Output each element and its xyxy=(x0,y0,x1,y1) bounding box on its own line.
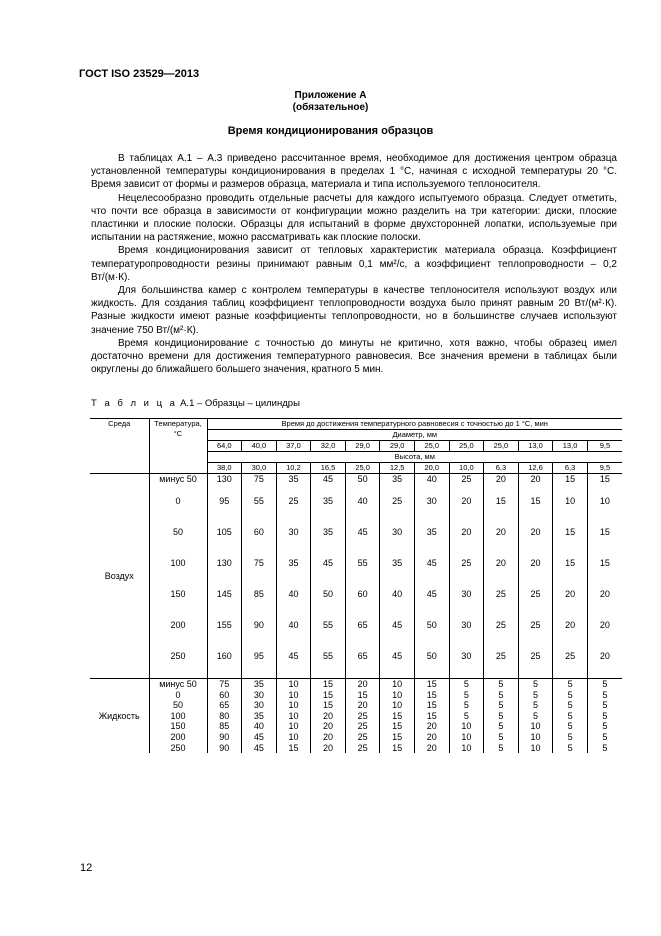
time-value: 20 xyxy=(449,496,484,527)
time-value: 15 xyxy=(311,679,346,690)
time-value: 30 xyxy=(449,589,484,620)
time-value: 35 xyxy=(380,474,415,497)
table-row xyxy=(90,527,622,558)
time-value: 30 xyxy=(242,700,277,711)
time-value: 25 xyxy=(345,743,380,754)
time-value: 40 xyxy=(242,721,277,732)
time-value: 5 xyxy=(449,679,484,690)
time-value: 155 xyxy=(216,620,232,630)
time-value: 10 xyxy=(276,721,311,732)
time-value: 15 xyxy=(380,711,415,722)
time-value: 75 xyxy=(242,558,277,589)
height-value: 6,3 xyxy=(484,463,519,474)
time-value: 25 xyxy=(484,651,519,679)
time-value: 20 xyxy=(587,651,622,679)
time-value: 35 xyxy=(276,558,311,589)
time-value: 5 xyxy=(553,700,588,711)
table-caption-prefix: Т а б л и ц а xyxy=(91,398,178,409)
time-value: 20 xyxy=(311,732,346,743)
time-value: 30 xyxy=(414,496,449,527)
time-value: 40 xyxy=(414,474,449,497)
time-value: 5 xyxy=(518,679,553,690)
time-value: 5 xyxy=(587,700,622,711)
temperature-cell: 250 xyxy=(149,743,207,754)
table-row xyxy=(90,679,622,690)
time-value: 5 xyxy=(484,732,519,743)
time-value: 65 xyxy=(345,651,380,679)
paragraph: Нецелесообразно проводить отдельные расчеты для каждого испытуемого образца. Следует отметить, что почти все образца в зависимости от конфигурации можно разделить на три категории: диски, плоские пластинки и плоские полоски. Образцы для испытаний в форме двухсторонней лопатки, используемые при испытании на растяжение, можно рассматривать как плоские полоски. xyxy=(91,192,617,244)
time-value: 35 xyxy=(276,474,311,497)
medium-cell: Воздух xyxy=(90,474,149,679)
time-value: 5 xyxy=(484,743,519,754)
height-value: 12,6 xyxy=(518,463,553,474)
time-value: 45 xyxy=(311,558,346,589)
height-value: 9,5 xyxy=(587,463,622,474)
time-value: 5 xyxy=(587,743,622,754)
time-value: 5 xyxy=(484,721,519,732)
temperature-unit: °С xyxy=(173,429,183,438)
time-value: 15 xyxy=(311,700,346,711)
time-value: 25 xyxy=(345,711,380,722)
time-value: 15 xyxy=(414,679,449,690)
temperature-label: Температура, xyxy=(154,419,202,428)
time-value: 75 xyxy=(242,474,277,497)
time-value: 50 xyxy=(345,474,380,497)
height-value: 6,3 xyxy=(553,463,588,474)
time-value: 45 xyxy=(311,474,346,497)
time-value: 105 xyxy=(216,527,232,537)
diameter-value: 13,0 xyxy=(518,441,553,452)
table-header-row xyxy=(90,419,622,430)
time-value: 20 xyxy=(484,558,519,589)
time-value: 5 xyxy=(449,700,484,711)
page-number: 12 xyxy=(80,862,93,874)
time-value: 20 xyxy=(414,743,449,754)
time-value: 55 xyxy=(311,620,346,651)
time-value: 15 xyxy=(276,743,311,754)
time-value: 145 xyxy=(216,589,232,599)
time-value: 10 xyxy=(276,679,311,690)
time-value: 25 xyxy=(518,589,553,620)
time-value: 20 xyxy=(553,589,588,620)
time-value: 30 xyxy=(380,527,415,558)
appendix-status: (обязательное) xyxy=(292,102,369,113)
time-value: 45 xyxy=(380,620,415,651)
table-caption xyxy=(91,398,300,409)
time-value: 35 xyxy=(311,527,346,558)
time-value: 10 xyxy=(518,732,553,743)
time-value: 5 xyxy=(587,732,622,743)
time-value: 15 xyxy=(518,496,553,527)
time-value: 30 xyxy=(242,690,277,701)
temperature-cell: 150 xyxy=(149,589,207,620)
paragraph: Для большинства камер с контролем температуры в качестве теплоносителя используют воздух или жидкость. Для создания таблиц коэффициент теплопроводности воздуха было принят равным 20 Вт/(м²·К). Разные жидкости имеют разные коэффициенты теплопроводности, но в большинстве случаев используют значение 750 Вт/(м²·К). xyxy=(91,285,617,336)
height-value: 12,5 xyxy=(380,463,415,474)
time-value: 60 xyxy=(345,589,380,620)
table-row xyxy=(90,558,622,589)
time-value: 15 xyxy=(380,743,415,754)
time-value: 15 xyxy=(587,558,622,589)
time-value: 130 xyxy=(216,558,232,568)
time-value: 10 xyxy=(380,690,415,701)
time-value: 5 xyxy=(553,732,588,743)
time-value: 45 xyxy=(276,651,311,679)
temperature-cell: 100 xyxy=(149,711,207,722)
height-value: 38,0 xyxy=(207,463,242,474)
diameter-label: Диаметр, мм xyxy=(207,430,622,441)
time-value: 10 xyxy=(553,496,588,527)
time-value: 20 xyxy=(345,700,380,711)
time-value: 5 xyxy=(553,679,588,690)
time-value: 65 xyxy=(219,700,230,711)
paragraph: В таблицах А.1 – А.3 приведено рассчитанное время, необходимое для достижения центром образца установленной температуры кондиционирования в пределах 1 °C, начиная с исходной температуры 20 °C. Время зависит от формы и размеров образца, материала и типа используемого теплоносителя. xyxy=(91,153,617,191)
time-value: 65 xyxy=(345,620,380,651)
time-value: 45 xyxy=(380,651,415,679)
medium-cell: Жидкость xyxy=(90,679,149,754)
time-value: 5 xyxy=(587,711,622,722)
time-value: 35 xyxy=(380,558,415,589)
temperature-cell: 150 xyxy=(149,721,207,732)
time-value: 15 xyxy=(311,690,346,701)
time-value: 15 xyxy=(414,711,449,722)
time-value: 25 xyxy=(518,651,553,679)
time-value: 20 xyxy=(311,721,346,732)
diameter-value: 64,0 xyxy=(207,441,242,452)
diameter-value: 40,0 xyxy=(242,441,277,452)
diameter-value: 25,0 xyxy=(414,441,449,452)
time-value: 40 xyxy=(345,496,380,527)
time-value: 30 xyxy=(276,527,311,558)
appendix-title: Приложение А xyxy=(294,90,367,101)
table-row xyxy=(90,620,622,651)
time-value: 10 xyxy=(587,496,622,527)
height-value: 30,0 xyxy=(242,463,277,474)
time-value: 30 xyxy=(449,651,484,679)
time-value: 35 xyxy=(311,496,346,527)
time-value: 45 xyxy=(242,732,277,743)
time-value: 20 xyxy=(484,527,519,558)
time-value: 5 xyxy=(587,679,622,690)
temperature-cell: 250 xyxy=(149,651,207,679)
time-value: 5 xyxy=(553,711,588,722)
time-value: 20 xyxy=(345,679,380,690)
time-value: 35 xyxy=(414,527,449,558)
time-value: 35 xyxy=(242,679,277,690)
time-value: 10 xyxy=(276,700,311,711)
time-value: 15 xyxy=(484,496,519,527)
time-value: 5 xyxy=(587,721,622,732)
time-value: 45 xyxy=(242,743,277,754)
time-value: 5 xyxy=(553,743,588,754)
time-value: 10 xyxy=(518,743,553,754)
temperature-cell: минус 50 xyxy=(149,474,207,497)
table-row xyxy=(90,690,622,701)
time-value: 15 xyxy=(553,527,588,558)
time-value: 50 xyxy=(311,589,346,620)
time-value: 20 xyxy=(518,474,553,497)
table-row xyxy=(90,743,622,754)
time-value: 10 xyxy=(380,700,415,711)
temperature-cell: 50 xyxy=(149,527,207,558)
temperature-cell: 200 xyxy=(149,620,207,651)
time-value: 45 xyxy=(414,558,449,589)
time-value: 10 xyxy=(449,721,484,732)
time-value: 40 xyxy=(276,589,311,620)
time-value: 5 xyxy=(518,700,553,711)
time-value: 160 xyxy=(207,651,242,679)
body-text xyxy=(91,152,617,376)
diameter-value: 29,0 xyxy=(345,441,380,452)
table-row xyxy=(90,721,622,732)
column-header-medium: Среда xyxy=(90,419,149,474)
diameter-value: 29,0 xyxy=(380,441,415,452)
time-value: 85 xyxy=(219,721,230,732)
time-value: 5 xyxy=(553,690,588,701)
time-value: 55 xyxy=(345,558,380,589)
time-value: 5 xyxy=(449,690,484,701)
time-value: 90 xyxy=(219,731,230,742)
time-value: 20 xyxy=(518,558,553,589)
table-row xyxy=(90,474,622,497)
time-value: 5 xyxy=(518,711,553,722)
time-value: 60 xyxy=(242,527,277,558)
diameter-value: 37,0 xyxy=(276,441,311,452)
diameter-value: 32,0 xyxy=(311,441,346,452)
height-value: 25,0 xyxy=(345,463,380,474)
time-value: 5 xyxy=(553,721,588,732)
temperature-cell: 200 xyxy=(149,732,207,743)
time-value: 20 xyxy=(311,711,346,722)
time-value: 5 xyxy=(484,679,519,690)
table-row xyxy=(90,711,622,722)
time-value: 40 xyxy=(380,589,415,620)
time-value: 35 xyxy=(242,711,277,722)
time-value: 25 xyxy=(518,620,553,651)
diameter-value: 9,5 xyxy=(587,441,622,452)
time-value: 20 xyxy=(449,527,484,558)
time-value: 130 xyxy=(216,474,232,484)
temperature-cell: 0 xyxy=(149,690,207,701)
time-value: 20 xyxy=(518,527,553,558)
time-value: 45 xyxy=(414,589,449,620)
paragraph: Время кондиционирование с точностью до минуты не критично, хотя важно, чтобы образец имел достаточно времени для достижения температурного равновесия. Все значения времени в таблицах были округлены до ближайшего большего значения, кратного 5 мин. xyxy=(91,337,617,376)
appendix-heading: Время кондиционирования образцов xyxy=(227,125,434,137)
table-row xyxy=(90,700,622,711)
time-span-header: Время до достижения температурного равновесия с точностью до 1 °C, мин xyxy=(207,419,622,430)
time-value: 40 xyxy=(276,620,311,651)
time-value: 10 xyxy=(518,721,553,732)
time-value: 5 xyxy=(449,711,484,722)
time-value: 20 xyxy=(414,732,449,743)
time-value: 25 xyxy=(484,589,519,620)
time-value: 25 xyxy=(345,721,380,732)
time-value: 5 xyxy=(484,700,519,711)
time-value: 20 xyxy=(553,620,588,651)
time-value: 5 xyxy=(518,690,553,701)
table-row xyxy=(90,732,622,743)
time-value: 75 xyxy=(219,679,230,689)
time-value: 15 xyxy=(553,558,588,589)
time-value: 15 xyxy=(414,690,449,701)
time-value: 95 xyxy=(219,496,230,506)
time-value: 10 xyxy=(449,743,484,754)
time-value: 50 xyxy=(414,651,449,679)
time-value: 20 xyxy=(484,474,519,497)
time-value: 85 xyxy=(242,589,277,620)
diameter-value: 13,0 xyxy=(553,441,588,452)
time-value: 10 xyxy=(449,732,484,743)
time-value: 5 xyxy=(587,690,622,701)
height-value: 20,0 xyxy=(414,463,449,474)
time-value: 15 xyxy=(345,690,380,701)
temperature-cell: минус 50 xyxy=(149,679,207,690)
time-value: 90 xyxy=(242,620,277,651)
time-value: 15 xyxy=(414,700,449,711)
time-value: 95 xyxy=(242,651,277,679)
diameter-value: 25,0 xyxy=(449,441,484,452)
time-value: 80 xyxy=(219,710,230,721)
time-value: 20 xyxy=(587,620,622,651)
time-value: 15 xyxy=(553,474,588,497)
time-value: 15 xyxy=(587,527,622,558)
column-header-temperature xyxy=(149,419,207,474)
time-value: 55 xyxy=(242,496,277,527)
conditioning-time-table xyxy=(90,418,622,753)
time-value: 25 xyxy=(484,620,519,651)
time-value: 20 xyxy=(311,743,346,754)
table-row xyxy=(90,496,622,527)
table-row xyxy=(90,589,622,620)
height-value: 10,0 xyxy=(449,463,484,474)
height-label: Высота, мм xyxy=(207,452,622,463)
temperature-cell: 0 xyxy=(149,496,207,527)
time-value: 10 xyxy=(276,732,311,743)
time-value: 10 xyxy=(380,679,415,690)
time-value: 30 xyxy=(449,620,484,651)
table-row xyxy=(90,651,622,679)
time-value: 5 xyxy=(484,690,519,701)
time-value: 5 xyxy=(484,711,519,722)
time-value: 25 xyxy=(380,496,415,527)
temperature-cell: 50 xyxy=(149,700,207,711)
time-value: 50 xyxy=(414,620,449,651)
height-value: 10,2 xyxy=(276,463,311,474)
time-value: 10 xyxy=(276,690,311,701)
time-value: 60 xyxy=(219,689,230,700)
time-value: 15 xyxy=(380,721,415,732)
time-value: 25 xyxy=(345,732,380,743)
time-value: 25 xyxy=(553,651,588,679)
height-value: 16,5 xyxy=(311,463,346,474)
time-value: 15 xyxy=(380,732,415,743)
time-value: 15 xyxy=(587,474,622,497)
time-value: 25 xyxy=(449,558,484,589)
time-value: 45 xyxy=(345,527,380,558)
time-value: 25 xyxy=(276,496,311,527)
time-value: 90 xyxy=(219,742,230,753)
time-value: 55 xyxy=(311,651,346,679)
time-value: 20 xyxy=(414,721,449,732)
time-value: 10 xyxy=(276,711,311,722)
time-value: 25 xyxy=(449,474,484,497)
table-caption-text: А.1 – Образцы – цилиндры xyxy=(180,398,300,409)
paragraph: Время кондиционирования зависит от тепловых характеристик материала образца. Коэффициент температуропроводности резины принимают равным 0,1 мм²/с, а коэффициент теплопроводности – 0,2 Вт/(м·К). xyxy=(91,245,617,283)
diameter-value: 25,0 xyxy=(484,441,519,452)
temperature-cell: 100 xyxy=(149,558,207,589)
time-value: 20 xyxy=(587,589,622,620)
document-header: ГОСТ ISO 23529—2013 xyxy=(79,68,200,80)
